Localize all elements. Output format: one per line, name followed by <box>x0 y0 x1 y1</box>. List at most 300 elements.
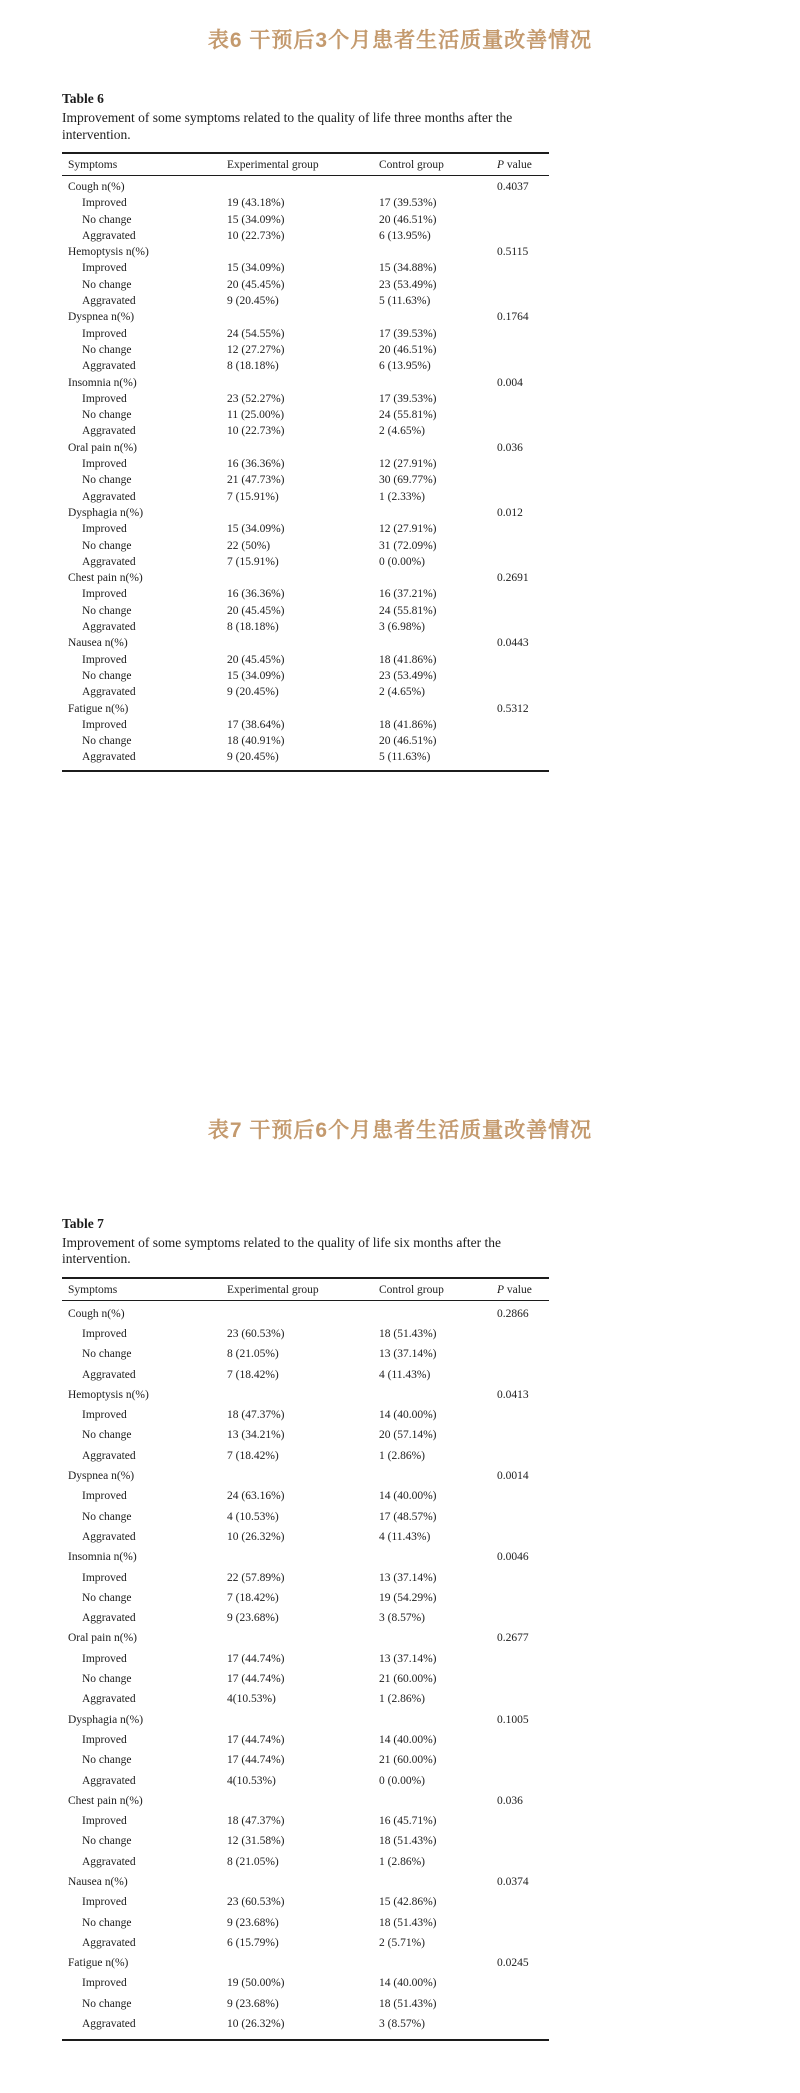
outcome-label-cell: Aggravated <box>82 1936 136 1949</box>
symptom-group-row <box>62 1791 549 1811</box>
symptom-subrow <box>62 277 549 293</box>
p-value-cell: 0.0413 <box>497 1388 529 1401</box>
p-value-cell: 0.004 <box>497 376 523 389</box>
symptom-subrow <box>62 391 549 407</box>
control-value-cell: 18 (51.43%) <box>379 1916 437 1929</box>
outcome-label-cell: Improved <box>82 588 127 601</box>
experimental-value-cell: 15 (34.09%) <box>227 262 285 275</box>
experimental-value-cell: 4(10.53%) <box>227 1774 276 1787</box>
symptom-name-cell: Chest pain n(%) <box>68 1794 143 1807</box>
outcome-label-cell: No change <box>82 1348 132 1361</box>
control-value-cell: 12 (27.91%) <box>379 523 437 536</box>
control-value-cell: 14 (40.00%) <box>379 1490 437 1503</box>
p-value-cell <box>497 1811 549 1831</box>
control-value-cell <box>379 1628 497 1648</box>
p-value-cell <box>497 1730 549 1750</box>
symptom-group-row <box>62 1872 549 1892</box>
p-value-cell: 0.2677 <box>497 1632 529 1645</box>
symptom-subrow <box>62 1507 549 1527</box>
column-header-control-group: Control group <box>379 1278 497 1301</box>
symptom-subrow <box>62 1750 549 1770</box>
symptom-subrow <box>62 749 549 770</box>
experimental-value-cell <box>227 1466 379 1486</box>
symptom-name-cell: Chest pain n(%) <box>68 572 143 585</box>
symptom-subrow <box>62 1771 549 1791</box>
symptom-subrow <box>62 472 549 488</box>
symptom-subrow <box>62 1994 549 2014</box>
experimental-value-cell: 4(10.53%) <box>227 1693 276 1706</box>
control-value-cell <box>379 1385 497 1405</box>
p-value-cell <box>497 733 549 749</box>
outcome-label-cell: Improved <box>82 1733 127 1746</box>
symptom-group-row <box>62 375 549 391</box>
control-value-cell <box>379 176 497 196</box>
control-value-cell: 23 (53.49%) <box>379 669 437 682</box>
control-value-cell: 1 (2.86%) <box>379 1449 425 1462</box>
p-value-cell <box>497 1933 549 1953</box>
experimental-value-cell <box>227 244 379 260</box>
p-value-cell: 0.036 <box>497 441 523 454</box>
experimental-value-cell: 9 (23.68%) <box>227 1916 279 1929</box>
control-value-cell: 13 (37.14%) <box>379 1348 437 1361</box>
p-value-cell: 0.0374 <box>497 1876 529 1888</box>
p-value-cell <box>497 195 549 211</box>
p-value-cell: 0.0014 <box>497 1470 529 1483</box>
experimental-value-cell: 19 (50.00%) <box>227 1977 285 1990</box>
p-value-cell <box>497 1425 549 1445</box>
control-value-cell: 2 (5.71%) <box>379 1936 425 1949</box>
outcome-label-cell: Improved <box>82 1896 127 1909</box>
p-value-cell <box>497 1608 549 1628</box>
control-value-cell <box>379 1466 497 1486</box>
outcome-label-cell: Improved <box>82 1815 127 1828</box>
experimental-value-cell: 10 (22.73%) <box>227 425 285 438</box>
symptom-name-cell: Cough n(%) <box>68 181 125 193</box>
p-value-cell <box>497 260 549 276</box>
symptom-subrow <box>62 1446 549 1466</box>
p-value-cell <box>497 603 549 619</box>
outcome-label-cell: No change <box>82 343 132 356</box>
symptom-subrow <box>62 1689 549 1709</box>
control-value-cell: 20 (57.14%) <box>379 1429 437 1442</box>
control-value-cell: 18 (51.43%) <box>379 1327 437 1340</box>
control-value-cell: 21 (60.00%) <box>379 1754 437 1767</box>
control-value-cell: 17 (39.53%) <box>379 197 437 210</box>
outcome-label-cell: No change <box>82 213 132 226</box>
control-value-cell <box>379 309 497 325</box>
experimental-value-cell: 18 (47.37%) <box>227 1815 285 1828</box>
p-value-cell: 0.1005 <box>497 1713 529 1726</box>
table6-block <box>62 91 549 772</box>
p-value-cell <box>497 586 549 602</box>
symptom-subrow <box>62 1486 549 1506</box>
symptom-name-cell: Dysphagia n(%) <box>68 506 144 519</box>
symptom-name-cell: Hemoptysis n(%) <box>68 246 149 259</box>
p-value-cell <box>497 358 549 374</box>
control-value-cell: 18 (51.43%) <box>379 1997 437 2010</box>
control-value-cell: 2 (4.65%) <box>379 425 425 438</box>
table6-section <box>0 0 800 772</box>
table7-label: Table 7 <box>62 1215 104 1231</box>
control-value-cell <box>379 1300 497 1324</box>
experimental-value-cell: 7 (18.42%) <box>227 1591 279 1604</box>
p-value-cell <box>497 717 549 733</box>
column-header-symptoms: Symptoms <box>62 1278 227 1301</box>
outcome-label-cell: Improved <box>82 327 127 340</box>
control-value-cell: 14 (40.00%) <box>379 1733 437 1746</box>
symptom-group-row <box>62 701 549 717</box>
symptom-subrow <box>62 733 549 749</box>
table6-label: Table 6 <box>62 91 104 106</box>
symptom-group-row <box>62 1953 549 1973</box>
symptom-group-row <box>62 1628 549 1648</box>
experimental-value-cell: 7 (18.42%) <box>227 1368 279 1381</box>
p-value-cell <box>497 1365 549 1385</box>
experimental-value-cell <box>227 635 379 651</box>
symptom-subrow <box>62 1649 549 1669</box>
outcome-label-cell: No change <box>82 1916 132 1929</box>
column-header-control-group: Control group <box>379 153 497 176</box>
control-value-cell: 1 (2.86%) <box>379 1693 425 1706</box>
outcome-label-cell: Improved <box>82 1652 127 1665</box>
p-value-rest: value <box>504 1283 532 1296</box>
control-value-cell: 6 (13.95%) <box>379 360 431 373</box>
experimental-value-cell: 7 (15.91%) <box>227 490 279 503</box>
experimental-value-cell: 18 (47.37%) <box>227 1409 285 1422</box>
control-value-cell: 0 (0.00%) <box>379 1774 425 1787</box>
control-value-cell: 23 (53.49%) <box>379 278 437 291</box>
symptom-name-cell: Insomnia n(%) <box>68 1551 137 1564</box>
symptom-name-cell: Fatigue n(%) <box>68 1957 129 1970</box>
experimental-value-cell: 15 (34.09%) <box>227 523 285 536</box>
experimental-value-cell <box>227 176 379 196</box>
outcome-label-cell: No change <box>82 735 132 748</box>
table6-body <box>62 176 549 771</box>
experimental-value-cell: 22 (57.89%) <box>227 1571 285 1584</box>
experimental-value-cell: 9 (20.45%) <box>227 295 279 308</box>
p-value-cell <box>497 456 549 472</box>
symptom-subrow <box>62 423 549 439</box>
p-value-cell: 0.0046 <box>497 1551 529 1564</box>
symptom-group-row <box>62 1547 549 1567</box>
symptom-name-cell: Dyspnea n(%) <box>68 1470 135 1483</box>
symptom-subrow <box>62 668 549 684</box>
p-value-cell <box>497 489 549 505</box>
control-value-cell: 1 (2.86%) <box>379 1855 425 1868</box>
p-value-cell <box>497 407 549 423</box>
symptom-subrow <box>62 212 549 228</box>
table7-section <box>0 1114 800 2042</box>
p-value-italic: P <box>497 1283 505 1296</box>
symptom-subrow <box>62 1324 549 1344</box>
control-value-cell: 3 (6.98%) <box>379 621 425 634</box>
p-value-cell: 0.1764 <box>497 311 529 324</box>
outcome-label-cell: Improved <box>82 1977 127 1990</box>
symptom-subrow <box>62 2014 549 2040</box>
experimental-value-cell: 15 (34.09%) <box>227 213 285 226</box>
experimental-value-cell <box>227 1385 379 1405</box>
outcome-label-cell: Improved <box>82 523 127 536</box>
symptom-subrow <box>62 1973 549 1993</box>
outcome-label-cell: Improved <box>82 1571 127 1584</box>
experimental-value-cell: 16 (36.36%) <box>227 588 285 601</box>
table6-header-row <box>62 153 549 176</box>
symptom-subrow <box>62 554 549 570</box>
symptom-subrow <box>62 489 549 505</box>
experimental-value-cell <box>227 701 379 717</box>
symptom-subrow <box>62 521 549 537</box>
table6-caption: Improvement of some symptoms related to the quality of life three months after the intervention. <box>62 110 513 142</box>
symptom-name-cell: Nausea n(%) <box>68 1876 128 1888</box>
symptom-name-cell: Dyspnea n(%) <box>68 311 135 324</box>
symptom-subrow <box>62 538 549 554</box>
control-value-cell <box>379 244 497 260</box>
symptom-subrow <box>62 1344 549 1364</box>
control-value-cell: 14 (40.00%) <box>379 1977 437 1990</box>
outcome-label-cell: Aggravated <box>82 490 136 503</box>
symptom-subrow <box>62 1913 549 1933</box>
experimental-value-cell <box>227 309 379 325</box>
symptom-subrow <box>62 684 549 700</box>
control-value-cell: 21 (60.00%) <box>379 1673 437 1686</box>
symptom-subrow <box>62 603 549 619</box>
symptom-subrow <box>62 1588 549 1608</box>
p-value-cell <box>497 652 549 668</box>
p-value-italic: P <box>497 159 505 171</box>
control-value-cell <box>379 1710 497 1730</box>
symptom-group-row <box>62 440 549 456</box>
control-value-cell: 13 (37.14%) <box>379 1571 437 1584</box>
control-value-cell: 15 (42.86%) <box>379 1896 437 1909</box>
outcome-label-cell: No change <box>82 604 132 617</box>
p-value-cell <box>497 1588 549 1608</box>
symptom-group-row <box>62 1466 549 1486</box>
outcome-label-cell: Aggravated <box>82 621 136 634</box>
symptom-subrow <box>62 1527 549 1547</box>
experimental-value-cell: 17 (44.74%) <box>227 1733 285 1746</box>
p-value-cell <box>497 668 549 684</box>
p-value-cell <box>497 1913 549 1933</box>
column-header-experimental-group: Experimental group <box>227 153 379 176</box>
p-value-cell <box>497 1771 549 1791</box>
table7-header-row <box>62 1278 549 1301</box>
p-value-cell <box>497 538 549 554</box>
table7-body <box>62 1300 549 2040</box>
outcome-label-cell: No change <box>82 278 132 291</box>
column-header-experimental-group: Experimental group <box>227 1278 379 1301</box>
experimental-value-cell: 8 (18.18%) <box>227 360 279 373</box>
symptom-subrow <box>62 228 549 244</box>
symptom-subrow <box>62 1831 549 1851</box>
table7-block <box>62 1216 549 2042</box>
experimental-value-cell: 18 (40.91%) <box>227 735 285 748</box>
experimental-value-cell: 10 (22.73%) <box>227 229 285 242</box>
control-value-cell: 24 (55.81%) <box>379 409 437 422</box>
experimental-value-cell: 9 (20.45%) <box>227 751 279 764</box>
experimental-value-cell: 17 (44.74%) <box>227 1754 285 1767</box>
experimental-value-cell <box>227 375 379 391</box>
outcome-label-cell: Improved <box>82 653 127 666</box>
experimental-value-cell: 20 (45.45%) <box>227 604 285 617</box>
control-value-cell <box>379 701 497 717</box>
experimental-value-cell: 23 (60.53%) <box>227 1896 285 1909</box>
p-value-cell <box>497 1750 549 1770</box>
p-value-cell <box>497 554 549 570</box>
control-value-cell: 17 (48.57%) <box>379 1510 437 1523</box>
p-value-cell <box>497 1852 549 1872</box>
table6-chinese-title: 表6 干预后3个月患者生活质量改善情况 <box>207 29 593 52</box>
outcome-label-cell: Aggravated <box>82 686 136 699</box>
experimental-value-cell <box>227 1791 379 1811</box>
outcome-label-cell: Aggravated <box>82 555 136 568</box>
symptom-subrow <box>62 195 549 211</box>
control-value-cell: 20 (46.51%) <box>379 735 437 748</box>
experimental-value-cell: 8 (21.05%) <box>227 1855 279 1868</box>
control-value-cell: 5 (11.63%) <box>379 751 431 764</box>
control-value-cell: 4 (11.43%) <box>379 1530 431 1543</box>
symptom-group-row <box>62 505 549 521</box>
experimental-value-cell: 13 (34.21%) <box>227 1429 285 1442</box>
p-value-cell <box>497 472 549 488</box>
symptom-subrow <box>62 1568 549 1588</box>
outcome-label-cell: Aggravated <box>82 751 136 764</box>
p-value-cell <box>497 277 549 293</box>
control-value-cell: 1 (2.33%) <box>379 490 425 503</box>
experimental-value-cell <box>227 1872 379 1892</box>
outcome-label-cell: Improved <box>82 1327 127 1340</box>
outcome-label-cell: Aggravated <box>82 1855 136 1868</box>
p-value-cell <box>497 521 549 537</box>
outcome-label-cell: Aggravated <box>82 2018 136 2031</box>
p-value-cell <box>497 1405 549 1425</box>
outcome-label-cell: Aggravated <box>82 295 136 308</box>
control-value-cell <box>379 440 497 456</box>
symptom-group-row <box>62 309 549 325</box>
experimental-value-cell <box>227 570 379 586</box>
symptom-name-cell: Cough n(%) <box>68 1307 125 1320</box>
outcome-label-cell: Aggravated <box>82 1530 136 1543</box>
outcome-label-cell: Aggravated <box>82 1693 136 1706</box>
symptom-name-cell: Fatigue n(%) <box>68 702 129 715</box>
symptom-name-cell: Insomnia n(%) <box>68 376 137 389</box>
experimental-value-cell <box>227 440 379 456</box>
experimental-value-cell: 9 (23.68%) <box>227 1612 279 1625</box>
p-value-cell: 0.5115 <box>497 246 529 259</box>
control-value-cell: 19 (54.29%) <box>379 1591 437 1604</box>
control-value-cell: 30 (69.77%) <box>379 474 437 487</box>
control-value-cell: 17 (39.53%) <box>379 392 437 405</box>
symptom-subrow <box>62 1669 549 1689</box>
p-value-cell <box>497 749 549 770</box>
control-value-cell <box>379 505 497 521</box>
p-value-cell <box>497 293 549 309</box>
p-value-cell <box>497 684 549 700</box>
outcome-label-cell: Aggravated <box>82 425 136 438</box>
control-value-cell <box>379 1872 497 1892</box>
control-value-cell: 16 (45.71%) <box>379 1815 437 1828</box>
p-value-cell: 0.0245 <box>497 1957 529 1970</box>
outcome-label-cell: Improved <box>82 392 127 405</box>
experimental-value-cell: 10 (26.32%) <box>227 2018 285 2031</box>
outcome-label-cell: No change <box>82 1510 132 1523</box>
control-value-cell <box>379 635 497 651</box>
p-value-cell: 0.2866 <box>497 1307 529 1320</box>
experimental-value-cell: 20 (45.45%) <box>227 653 285 666</box>
control-value-cell: 12 (27.91%) <box>379 458 437 471</box>
p-value-cell <box>497 1649 549 1669</box>
p-value-cell <box>497 212 549 228</box>
control-value-cell: 4 (11.43%) <box>379 1368 431 1381</box>
outcome-label-cell: Aggravated <box>82 360 136 373</box>
control-value-cell: 16 (37.21%) <box>379 588 437 601</box>
symptom-subrow <box>62 293 549 309</box>
control-value-cell: 18 (51.43%) <box>379 1835 437 1848</box>
symptom-group-row <box>62 1385 549 1405</box>
symptom-subrow <box>62 1425 549 1445</box>
experimental-value-cell: 17 (38.64%) <box>227 718 285 731</box>
p-value-cell <box>497 342 549 358</box>
symptom-name-cell: Dysphagia n(%) <box>68 1713 144 1726</box>
experimental-value-cell: 8 (18.18%) <box>227 621 279 634</box>
outcome-label-cell: No change <box>82 669 132 682</box>
symptom-subrow <box>62 260 549 276</box>
p-value-cell: 0.0443 <box>497 637 529 650</box>
control-value-cell: 31 (72.09%) <box>379 539 437 552</box>
experimental-value-cell: 12 (27.27%) <box>227 343 285 356</box>
p-value-cell <box>497 2014 549 2040</box>
symptom-group-row <box>62 635 549 651</box>
p-value-cell <box>497 423 549 439</box>
control-value-cell <box>379 375 497 391</box>
outcome-label-cell: Improved <box>82 718 127 731</box>
symptom-group-row <box>62 1300 549 1324</box>
outcome-label-cell: Improved <box>82 197 127 210</box>
outcome-label-cell: No change <box>82 1754 132 1767</box>
p-value-cell <box>497 1973 549 1993</box>
outcome-label-cell: Aggravated <box>82 1449 136 1462</box>
experimental-value-cell: 4 (10.53%) <box>227 1510 279 1523</box>
outcome-label-cell: Aggravated <box>82 1368 136 1381</box>
table6 <box>62 152 549 772</box>
symptom-subrow <box>62 1892 549 1912</box>
outcome-label-cell: No change <box>82 474 132 487</box>
symptom-subrow <box>62 342 549 358</box>
experimental-value-cell: 15 (34.09%) <box>227 669 285 682</box>
symptom-subrow <box>62 1730 549 1750</box>
experimental-value-cell: 7 (18.42%) <box>227 1449 279 1462</box>
control-value-cell: 18 (41.86%) <box>379 718 437 731</box>
symptom-subrow <box>62 717 549 733</box>
outcome-label-cell: Improved <box>82 262 127 275</box>
experimental-value-cell: 6 (15.79%) <box>227 1936 279 1949</box>
p-value-cell <box>497 1486 549 1506</box>
control-value-cell <box>379 570 497 586</box>
control-value-cell: 14 (40.00%) <box>379 1409 437 1422</box>
experimental-value-cell: 24 (54.55%) <box>227 327 285 340</box>
control-value-cell: 2 (4.65%) <box>379 686 425 699</box>
experimental-value-cell: 17 (44.74%) <box>227 1673 285 1686</box>
experimental-value-cell <box>227 1953 379 1973</box>
experimental-value-cell <box>227 1628 379 1648</box>
p-value-cell <box>497 326 549 342</box>
experimental-value-cell: 10 (26.32%) <box>227 1530 285 1543</box>
control-value-cell: 15 (34.88%) <box>379 262 437 275</box>
control-value-cell: 24 (55.81%) <box>379 604 437 617</box>
p-value-cell <box>497 1344 549 1364</box>
symptom-subrow <box>62 1852 549 1872</box>
control-value-cell <box>379 1953 497 1973</box>
symptom-subrow <box>62 326 549 342</box>
